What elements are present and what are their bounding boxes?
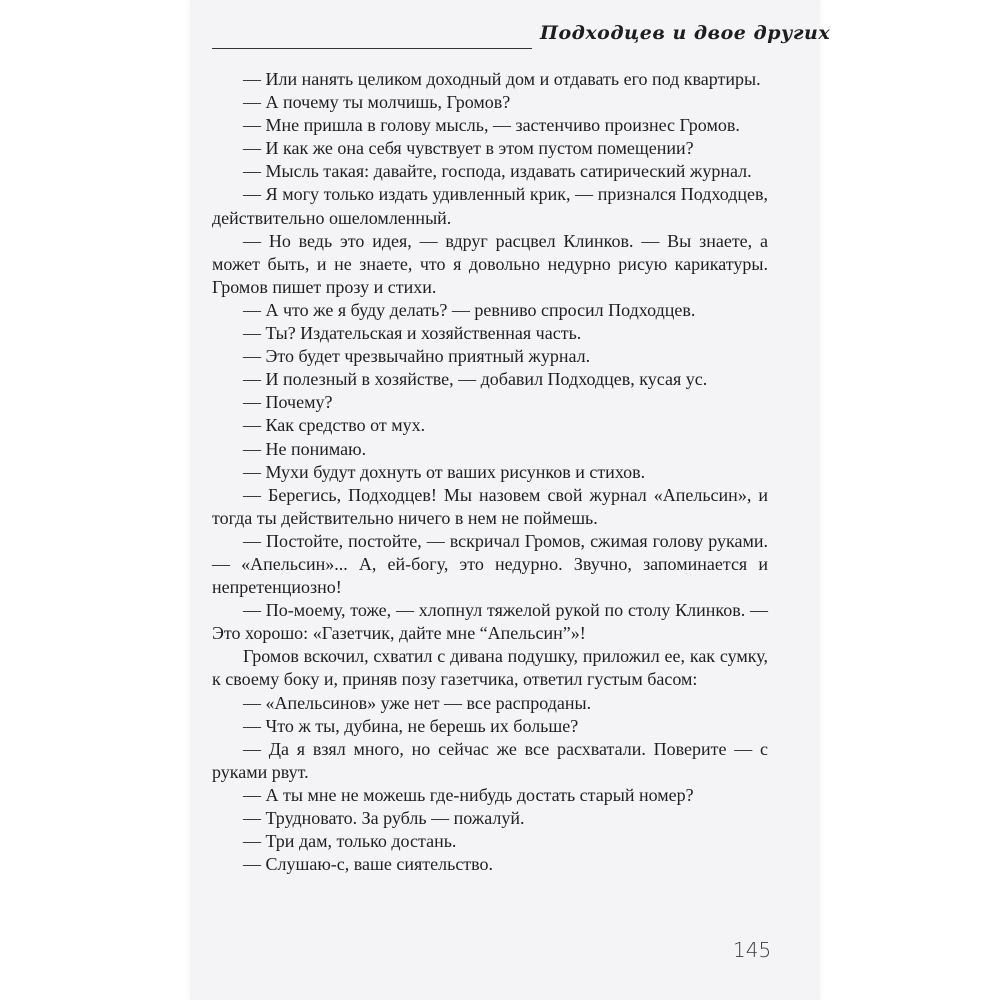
paragraph: Громов вскочил, схватил с дивана подушку, приложил ее, как сумку, к своему боку и, приняв позу газетчика, ответил густым басом: <box>212 646 768 690</box>
paragraph: — Но ведь это идея, — вдруг расцвел Клинков. — Вы знаете, а может быть, и не знаете, что я довольно недурно рисую карикатуры. Громов пишет прозу и стихи. <box>212 230 768 297</box>
paragraph: — Ты? Издательская и хозяйственная часть. <box>243 323 582 344</box>
paragraph: — Трудновато. За рубль — пожалуй. <box>243 808 525 828</box>
paragraph: — Три дам, только достань. <box>243 831 457 852</box>
paragraph: — Почему? <box>243 392 333 413</box>
paragraph: — «Апельсинов» уже нет — все распроданы. <box>243 692 592 713</box>
paragraph: — Мухи будут дохнуть от ваших рисунков и стихов. <box>243 461 646 482</box>
paragraph: — Мне пришла в голову мысль, — застенчиво произнес Громов. <box>243 115 740 136</box>
paragraph: — По-моему, тоже, — хлопнул тяжелой рукой по столу Клинков. — Это хорошо: «Газетчик, дайте мне “Апельсин”»! <box>212 600 768 644</box>
paragraph: — А ты мне не можешь где-нибудь достать старый номер? <box>243 784 694 805</box>
paragraph: — Как средство от мух. <box>243 415 426 436</box>
paragraph: — А что же я буду делать? — ревниво спросил Подходцев. <box>243 299 696 320</box>
header-rule <box>212 48 532 49</box>
paragraph: — Да я взял много, но сейчас же все расхватали. Поверите — с руками рвут. <box>212 738 768 782</box>
paragraph: — Постойте, постойте, — вскричал Громов, сжимая голову руками. — «Апельсин»... А, ей-богу, это недурно. Звучно, запоминается и непретенциозно! <box>212 530 768 598</box>
paragraph: — Что ж ты, дубина, не берешь их больше? <box>243 715 579 736</box>
paragraph: — Мысль такая: давайте, господа, издавать сатирический журнал. <box>243 161 752 182</box>
paragraph: — Это будет чрезвычайно приятный журнал. <box>243 346 591 367</box>
page-number: 145 <box>733 938 772 962</box>
paragraph: — Не понимаю. <box>243 438 367 459</box>
paragraph: — А почему ты молчишь, Громов? <box>243 92 511 113</box>
paragraph: — Слушаю-с, ваше сиятельство. <box>243 854 494 875</box>
running-title: Подходцев и двое других <box>540 22 831 44</box>
paragraph: — И полезный в хозяйстве, — добавил Подходцев, кусая ус. <box>243 369 708 390</box>
paragraph: — Я могу только издать удивленный крик, — признался Подходцев, действительно ошеломленный. <box>212 184 768 228</box>
page-body <box>212 68 768 876</box>
paragraph: — Или нанять целиком доходный дом и отдавать его под квартиры. <box>243 69 761 89</box>
paragraph: — И как же она себя чувствует в этом пустом помещении? <box>243 138 694 159</box>
paragraph: — Берегись, Подходцев! Мы назовем свой журнал «Апельсин», и тогда ты действительно ничего в нем не поймешь. <box>212 484 768 528</box>
